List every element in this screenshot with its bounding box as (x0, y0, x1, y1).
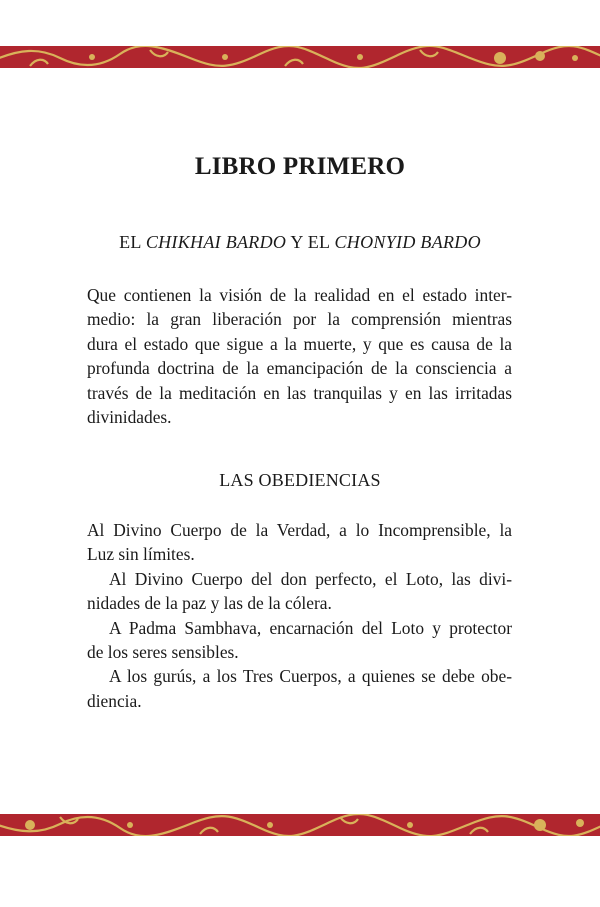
intro-line: Que contienen la visión de la realidad en el estado inter- (87, 285, 512, 305)
paragraph-line: Al Divino Cuerpo de la Verdad, a lo Incomprensible, la (87, 520, 512, 540)
intro-line: medio: la gran liberación por la comprensión mientras (87, 309, 512, 330)
paragraph-line: Al Divino Cuerpo del don perfecto, el Loto, las divi- (109, 568, 512, 589)
section-heading: LAS OBEDIENCIAS (219, 470, 381, 490)
subtitle-middle: Y EL (286, 232, 335, 252)
ornamental-pattern-bottom (0, 814, 600, 836)
subtitle-italic-chikhai: CHIKHAI BARDO (145, 232, 287, 252)
paragraph-line: A Padma Sambhava, encarnación del Loto y protector (109, 617, 512, 638)
obedience-paragraph (87, 664, 512, 713)
obedience-paragraph (87, 518, 512, 567)
obediences-text (87, 518, 512, 713)
paragraph-line: nidades de la paz y las de la cólera. (87, 593, 332, 614)
ornamental-pattern-top (0, 46, 600, 68)
subtitle-italic-chonyid: CHONYID BARDO (334, 232, 481, 252)
subtitle-prefix: EL (119, 232, 146, 252)
paragraph-line: A los gurús, a los Tres Cuerpos, a quienes se debe obe- (109, 666, 512, 687)
obedience-paragraph (87, 616, 512, 665)
book-subtitle (0, 232, 600, 253)
page-title: LIBRO PRIMERO (194, 153, 406, 180)
obedience-paragraph (87, 567, 512, 616)
bottom-ornamental-border (0, 814, 600, 836)
paragraph-line: Luz sin límites. (87, 544, 195, 565)
paragraph-line: diencia. (87, 690, 142, 711)
intro-line: divinidades. (87, 407, 172, 428)
paragraph-line: de los seres sensibles. (87, 642, 239, 663)
intro-paragraph (87, 283, 512, 429)
intro-line: dura el estado que sigue a la muerte, y que es causa de la (87, 333, 512, 354)
top-ornamental-border (0, 46, 600, 68)
intro-line: través de la meditación en las tranquilas y en las irritadas (87, 382, 512, 403)
intro-line: profunda doctrina de la emancipación de la consciencia a (87, 358, 512, 379)
